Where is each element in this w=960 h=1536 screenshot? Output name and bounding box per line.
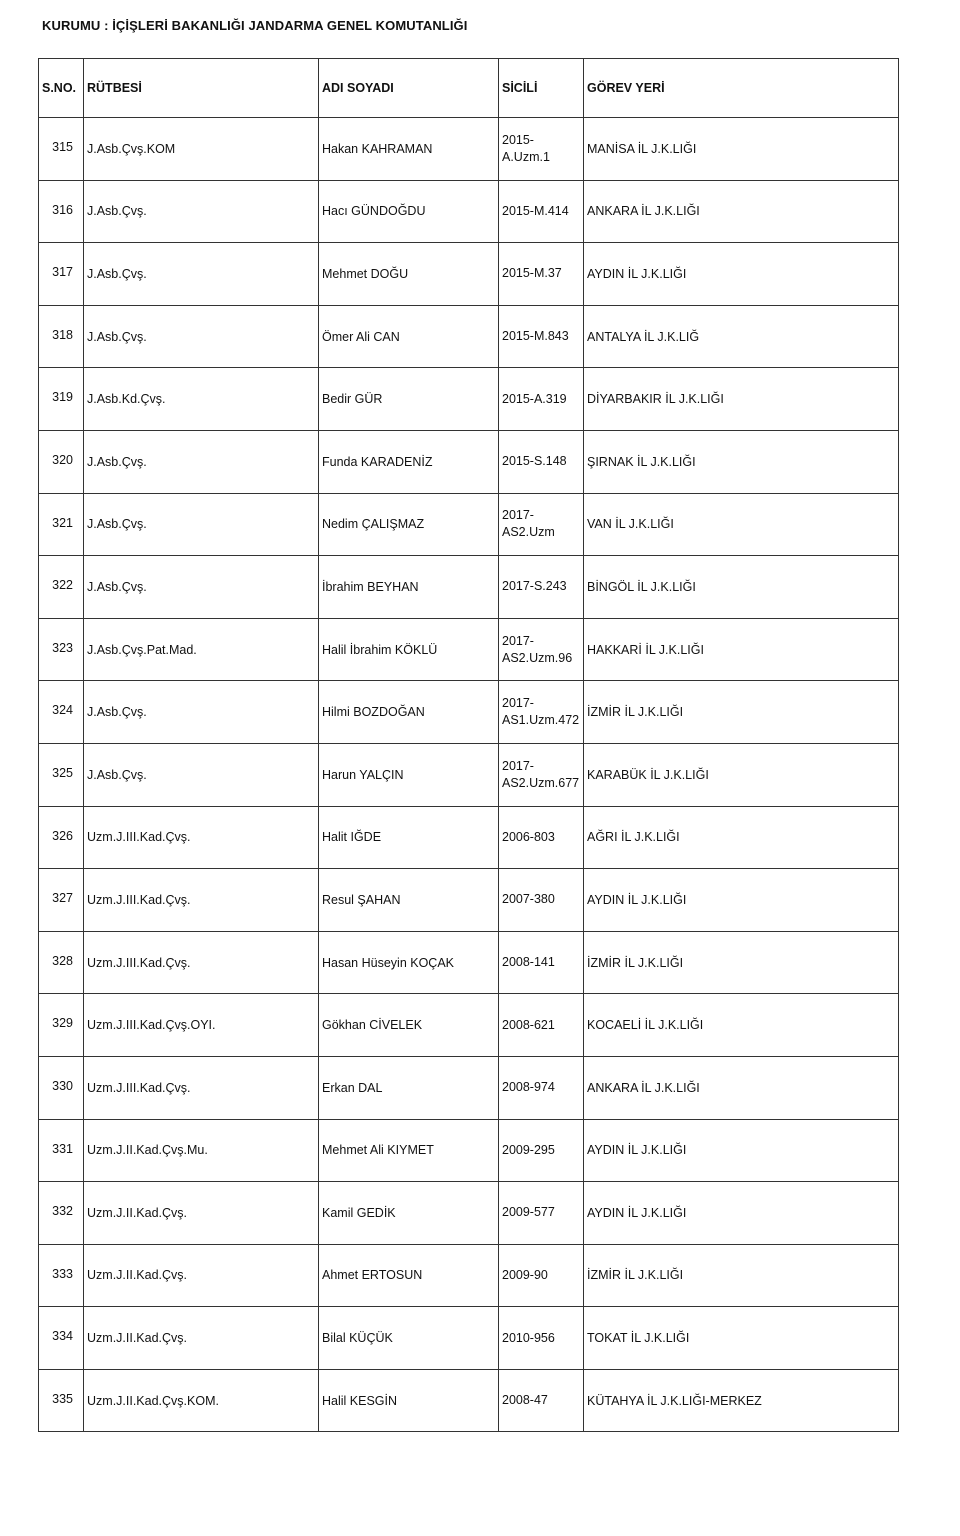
cell-sicil: 2015-A.Uzm.1 bbox=[499, 118, 584, 181]
cell-sno: 329 bbox=[39, 994, 84, 1057]
cell-sno: 335 bbox=[39, 1369, 84, 1432]
cell-sicil: 2010-956 bbox=[499, 1307, 584, 1370]
cell-place: DİYARBAKIR İL J.K.LIĞI bbox=[584, 368, 899, 431]
column-header-name: ADI SOYADI bbox=[319, 59, 499, 118]
cell-sicil: 2009-295 bbox=[499, 1119, 584, 1182]
table-row bbox=[39, 243, 899, 306]
cell-rank: J.Asb.Çvş. bbox=[84, 180, 319, 243]
table-row bbox=[39, 1244, 899, 1307]
cell-sicil-line-1: 2017- bbox=[502, 696, 534, 711]
cell-sicil: 2015-S.148 bbox=[499, 430, 584, 493]
cell-sicil-line-2: AS1.Uzm.472 bbox=[502, 713, 580, 728]
cell-name: Erkan DAL bbox=[319, 1056, 499, 1119]
table-row bbox=[39, 430, 899, 493]
table-header-row bbox=[39, 59, 899, 118]
cell-sicil: 2015-M.414 bbox=[499, 180, 584, 243]
cell-rank: Uzm.J.II.Kad.Çvş. bbox=[84, 1244, 319, 1307]
cell-place: MANİSA İL J.K.LIĞI bbox=[584, 118, 899, 181]
cell-sno: 332 bbox=[39, 1182, 84, 1245]
cell-place: ŞIRNAK İL J.K.LIĞI bbox=[584, 430, 899, 493]
cell-place: VAN İL J.K.LIĞI bbox=[584, 493, 899, 556]
cell-sno: 326 bbox=[39, 806, 84, 869]
cell-name: Halil İbrahim KÖKLÜ bbox=[319, 618, 499, 681]
cell-place: ANKARA İL J.K.LIĞI bbox=[584, 180, 899, 243]
cell-name: İbrahim BEYHAN bbox=[319, 556, 499, 619]
table-row bbox=[39, 368, 899, 431]
cell-name: Nedim ÇALIŞMAZ bbox=[319, 493, 499, 556]
cell-place: KARABÜK İL J.K.LIĞI bbox=[584, 743, 899, 806]
column-header-place: GÖREV YERİ bbox=[584, 59, 899, 118]
cell-rank: J.Asb.Çvş.KOM bbox=[84, 118, 319, 181]
cell-sno: 321 bbox=[39, 493, 84, 556]
cell-sno: 327 bbox=[39, 869, 84, 932]
cell-sno: 318 bbox=[39, 305, 84, 368]
cell-sicil bbox=[499, 681, 584, 744]
cell-sicil: 2009-577 bbox=[499, 1182, 584, 1245]
table-row bbox=[39, 1369, 899, 1432]
cell-sno: 317 bbox=[39, 243, 84, 306]
table-row bbox=[39, 931, 899, 994]
cell-place: AYDIN İL J.K.LIĞI bbox=[584, 1119, 899, 1182]
cell-sno: 331 bbox=[39, 1119, 84, 1182]
cell-rank: Uzm.J.II.Kad.Çvş. bbox=[84, 1307, 319, 1370]
cell-sicil-line-2: AS2.Uzm.96 bbox=[502, 650, 573, 665]
cell-sno: 325 bbox=[39, 743, 84, 806]
cell-rank: Uzm.J.III.Kad.Çvş. bbox=[84, 806, 319, 869]
cell-name: Hakan KAHRAMAN bbox=[319, 118, 499, 181]
cell-sno: 333 bbox=[39, 1244, 84, 1307]
cell-place: İZMİR İL J.K.LIĞI bbox=[584, 931, 899, 994]
cell-place: KOCAELİ İL J.K.LIĞI bbox=[584, 994, 899, 1057]
cell-sno: 315 bbox=[39, 118, 84, 181]
cell-name: Resul ŞAHAN bbox=[319, 869, 499, 932]
cell-sicil-line-2: AS2.Uzm.677 bbox=[502, 775, 580, 790]
cell-name: Halil KESGİN bbox=[319, 1369, 499, 1432]
cell-place: AYDIN İL J.K.LIĞI bbox=[584, 243, 899, 306]
table-row bbox=[39, 806, 899, 869]
cell-rank: Uzm.J.II.Kad.Çvş.KOM. bbox=[84, 1369, 319, 1432]
cell-sno: 323 bbox=[39, 618, 84, 681]
cell-name: Harun YALÇIN bbox=[319, 743, 499, 806]
cell-name: Hilmi BOZDOĞAN bbox=[319, 681, 499, 744]
cell-place: TOKAT İL J.K.LIĞI bbox=[584, 1307, 899, 1370]
cell-rank: J.Asb.Çvş. bbox=[84, 556, 319, 619]
cell-sicil: 2008-141 bbox=[499, 931, 584, 994]
cell-name: Funda KARADENİZ bbox=[319, 430, 499, 493]
cell-sicil: 2008-621 bbox=[499, 994, 584, 1057]
cell-rank: Uzm.J.III.Kad.Çvş. bbox=[84, 931, 319, 994]
cell-name: Gökhan CİVELEK bbox=[319, 994, 499, 1057]
cell-name: Halit IĞDE bbox=[319, 806, 499, 869]
cell-rank: J.Asb.Çvş. bbox=[84, 243, 319, 306]
cell-name: Kamil GEDİK bbox=[319, 1182, 499, 1245]
table-row bbox=[39, 180, 899, 243]
personnel-table bbox=[38, 58, 899, 1432]
cell-place: İZMİR İL J.K.LIĞI bbox=[584, 681, 899, 744]
cell-place: AYDIN İL J.K.LIĞI bbox=[584, 1182, 899, 1245]
cell-sicil: 2017-AS2.Uzm bbox=[499, 493, 584, 556]
cell-sno: 328 bbox=[39, 931, 84, 994]
cell-sno: 334 bbox=[39, 1307, 84, 1370]
table-row bbox=[39, 556, 899, 619]
cell-rank: J.Asb.Çvş. bbox=[84, 743, 319, 806]
table-row bbox=[39, 681, 899, 744]
cell-place: İZMİR İL J.K.LIĞI bbox=[584, 1244, 899, 1307]
org-title: KURUMU : İÇİŞLERİ BAKANLIĞI JANDARMA GENEL KOMUTANLIĞI bbox=[42, 18, 468, 33]
table-row bbox=[39, 493, 899, 556]
cell-rank: Uzm.J.III.Kad.Çvş.OYI. bbox=[84, 994, 319, 1057]
cell-rank: Uzm.J.III.Kad.Çvş. bbox=[84, 869, 319, 932]
cell-rank: Uzm.J.II.Kad.Çvş. bbox=[84, 1182, 319, 1245]
table-body bbox=[39, 118, 899, 1432]
column-header-sno: S.NO. bbox=[39, 59, 84, 118]
column-header-sicil: SİCİLİ bbox=[499, 59, 584, 118]
cell-sno: 322 bbox=[39, 556, 84, 619]
cell-rank: Uzm.J.II.Kad.Çvş.Mu. bbox=[84, 1119, 319, 1182]
cell-place: AYDIN İL J.K.LIĞI bbox=[584, 869, 899, 932]
cell-name: Ahmet ERTOSUN bbox=[319, 1244, 499, 1307]
cell-sicil: 2008-974 bbox=[499, 1056, 584, 1119]
table-row bbox=[39, 618, 899, 681]
table-row bbox=[39, 869, 899, 932]
cell-sicil: 2008-47 bbox=[499, 1369, 584, 1432]
cell-rank: J.Asb.Çvş.Pat.Mad. bbox=[84, 618, 319, 681]
cell-name: Bilal KÜÇÜK bbox=[319, 1307, 499, 1370]
cell-sicil: 2007-380 bbox=[499, 869, 584, 932]
cell-sicil: 2015-M.843 bbox=[499, 305, 584, 368]
cell-place: ANKARA İL J.K.LIĞI bbox=[584, 1056, 899, 1119]
cell-place: BİNGÖL İL J.K.LIĞI bbox=[584, 556, 899, 619]
cell-sicil: 2015-A.319 bbox=[499, 368, 584, 431]
cell-sicil: 2006-803 bbox=[499, 806, 584, 869]
cell-sicil bbox=[499, 743, 584, 806]
cell-name: Mehmet Ali KIYMET bbox=[319, 1119, 499, 1182]
cell-sicil-line-1: 2017- bbox=[502, 758, 534, 773]
cell-place: KÜTAHYA İL J.K.LIĞI-MERKEZ bbox=[584, 1369, 899, 1432]
cell-name: Hacı GÜNDOĞDU bbox=[319, 180, 499, 243]
cell-place: AĞRI İL J.K.LIĞI bbox=[584, 806, 899, 869]
cell-rank: Uzm.J.III.Kad.Çvş. bbox=[84, 1056, 319, 1119]
cell-sno: 324 bbox=[39, 681, 84, 744]
cell-sicil: 2009-90 bbox=[499, 1244, 584, 1307]
table-row bbox=[39, 743, 899, 806]
cell-sicil-line-1: 2017- bbox=[502, 633, 534, 648]
table-row bbox=[39, 994, 899, 1057]
cell-rank: J.Asb.Çvş. bbox=[84, 305, 319, 368]
table-row bbox=[39, 1307, 899, 1370]
cell-sno: 319 bbox=[39, 368, 84, 431]
table-row bbox=[39, 118, 899, 181]
cell-name: Ömer Ali CAN bbox=[319, 305, 499, 368]
cell-name: Hasan Hüseyin KOÇAK bbox=[319, 931, 499, 994]
cell-place: ANTALYA İL J.K.LIĞ bbox=[584, 305, 899, 368]
cell-sno: 330 bbox=[39, 1056, 84, 1119]
cell-sno: 320 bbox=[39, 430, 84, 493]
column-header-rank: RÜTBESİ bbox=[84, 59, 319, 118]
cell-name: Bedir GÜR bbox=[319, 368, 499, 431]
cell-sicil: 2017-S.243 bbox=[499, 556, 584, 619]
cell-name: Mehmet DOĞU bbox=[319, 243, 499, 306]
cell-sno: 316 bbox=[39, 180, 84, 243]
table-row bbox=[39, 305, 899, 368]
cell-rank: J.Asb.Kd.Çvş. bbox=[84, 368, 319, 431]
cell-sicil: 2015-M.37 bbox=[499, 243, 584, 306]
cell-rank: J.Asb.Çvş. bbox=[84, 681, 319, 744]
table-row bbox=[39, 1056, 899, 1119]
cell-place: HAKKARİ İL J.K.LIĞI bbox=[584, 618, 899, 681]
table-row bbox=[39, 1182, 899, 1245]
table-row bbox=[39, 1119, 899, 1182]
cell-sicil bbox=[499, 618, 584, 681]
cell-rank: J.Asb.Çvş. bbox=[84, 430, 319, 493]
cell-rank: J.Asb.Çvş. bbox=[84, 493, 319, 556]
